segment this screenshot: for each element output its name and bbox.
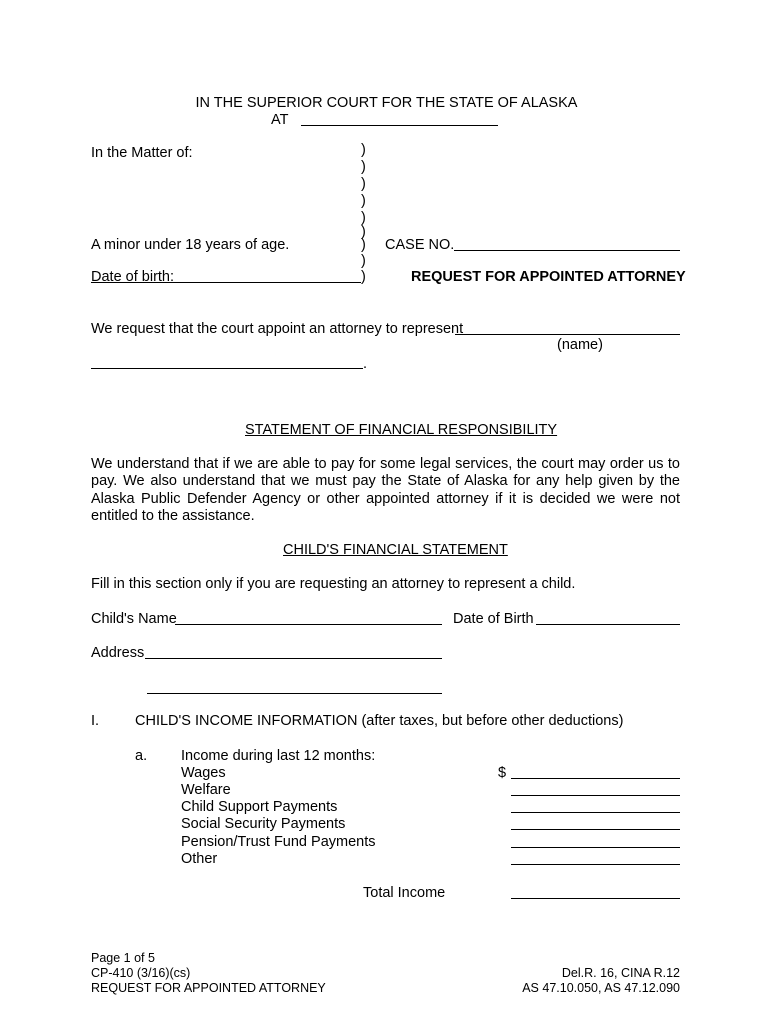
income-section-number: I.	[91, 713, 100, 729]
request-sentence: We request that the court appoint an attorney to represent	[91, 321, 464, 337]
currency-symbol: $	[498, 765, 507, 781]
footer-form-title: REQUEST FOR APPOINTED ATTORNEY	[91, 981, 326, 995]
footer-rules: Del.R. 16, CINA R.12	[561, 966, 680, 980]
income-item-welfare: Welfare	[181, 782, 231, 798]
social-security-amount-field[interactable]	[511, 815, 680, 830]
income-section-title: CHILD'S INCOME INFORMATION (after taxes, but before other deductions)	[135, 713, 624, 729]
paren-5: )	[361, 210, 366, 226]
footer-form-code: CP-410 (3/16)(cs)	[91, 966, 191, 980]
paren-6: )	[361, 224, 366, 240]
request-period: .	[363, 356, 368, 372]
statement-heading: STATEMENT OF FINANCIAL RESPONSIBILITY	[245, 422, 558, 438]
document-title: REQUEST FOR APPOINTED ATTORNEY	[411, 269, 686, 285]
paren-2: )	[361, 159, 366, 175]
child-support-amount-field[interactable]	[511, 798, 680, 813]
income-item-other: Other	[181, 851, 218, 867]
total-income-label: Total Income	[363, 885, 446, 901]
case-no-field[interactable]	[454, 236, 680, 251]
child-statement-heading: CHILD'S FINANCIAL STATEMENT	[283, 542, 508, 558]
case-no-label: CASE NO.	[385, 237, 455, 253]
minor-label: A minor under 18 years of age.	[91, 237, 290, 253]
child-address-field-line2[interactable]	[147, 679, 442, 694]
child-instruction: Fill in this section only if you are requesting an attorney to represent a child.	[91, 576, 576, 592]
income-sub-letter: a.	[135, 748, 148, 764]
represent-name-field[interactable]	[455, 320, 680, 335]
welfare-amount-field[interactable]	[511, 781, 680, 796]
at-label: AT	[271, 112, 289, 128]
paren-3: )	[361, 176, 366, 192]
dob-label: Date of birth:	[91, 269, 175, 285]
income-item-pension-trust: Pension/Trust Fund Payments	[181, 834, 376, 850]
paren-1: )	[361, 142, 366, 158]
paren-8: )	[361, 253, 366, 269]
child-birth-label: Date of Birth	[453, 611, 534, 627]
paren-4: )	[361, 193, 366, 209]
wages-amount-field[interactable]	[511, 764, 680, 779]
income-item-child-support: Child Support Payments	[181, 799, 338, 815]
in-matter-of-label: In the Matter of:	[91, 145, 193, 161]
footer-statutes: AS 47.10.050, AS 47.12.090	[522, 981, 680, 995]
footer-page-number: Page 1 of 5	[91, 951, 155, 965]
income-sub-title: Income during last 12 months:	[181, 748, 376, 764]
paren-7: )	[361, 237, 366, 253]
child-birth-field[interactable]	[536, 610, 680, 625]
child-name-field[interactable]	[175, 610, 442, 625]
represent-name-field-cont[interactable]	[91, 354, 363, 369]
statement-body: We understand that if we are able to pay for some legal services, the court may order us to pay. We also understand that we must pay the State of Alaska for any help given by the Alaska Public Defender Agency or other appointed attorney if it is decided we were not entitled to the assistance.	[91, 456, 680, 524]
at-line	[271, 112, 288, 129]
child-address-label: Address	[91, 645, 145, 661]
child-address-field[interactable]	[145, 644, 442, 659]
pension-amount-field[interactable]	[511, 833, 680, 848]
total-income-field[interactable]	[511, 884, 680, 899]
paren-9: )	[361, 269, 366, 285]
income-item-wages: Wages	[181, 765, 226, 781]
dob-field[interactable]	[172, 268, 361, 283]
income-item-social-security: Social Security Payments	[181, 816, 346, 832]
child-name-label: Child's Name	[91, 611, 177, 627]
court-title: IN THE SUPERIOR COURT FOR THE STATE OF ALASKA	[195, 95, 578, 111]
court-location-field[interactable]	[301, 111, 498, 126]
other-amount-field[interactable]	[511, 850, 680, 865]
name-hint: (name)	[557, 337, 603, 353]
